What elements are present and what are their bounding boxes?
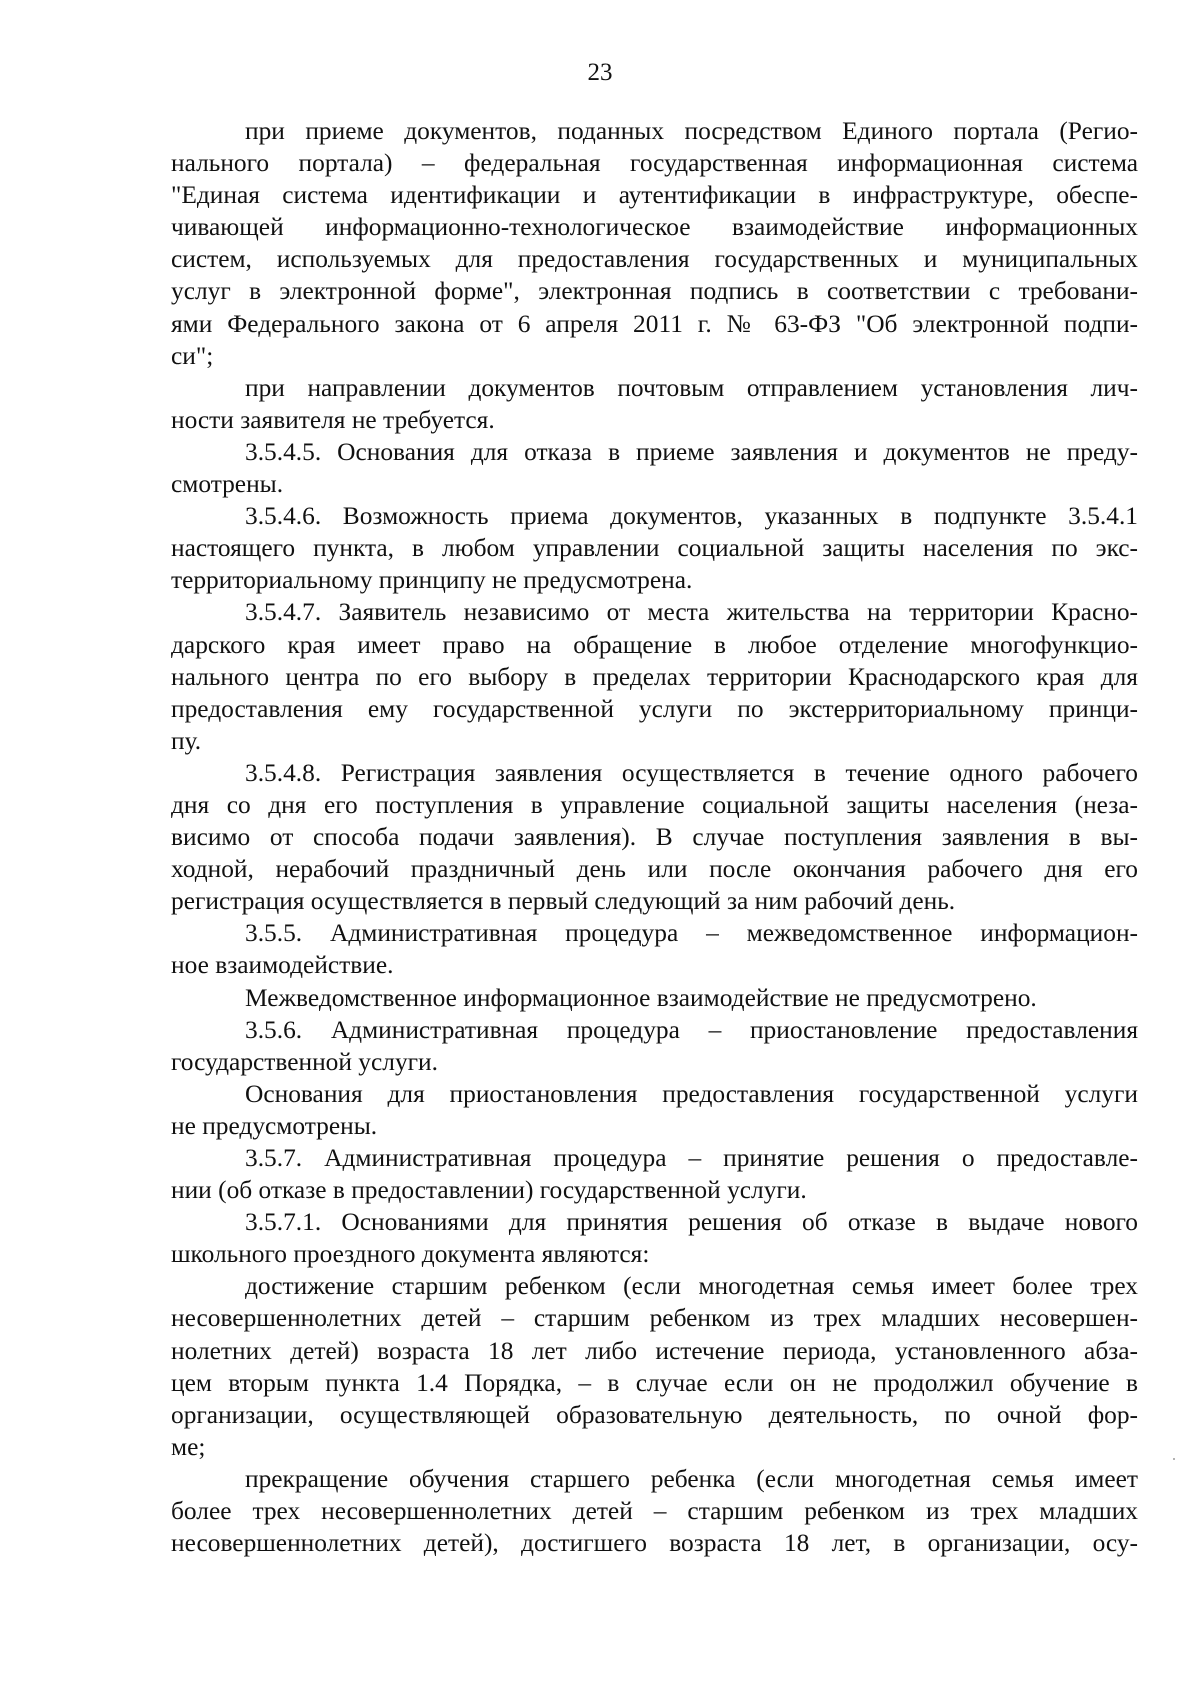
document-paragraph [171,372,1138,436]
text-line: 3.5.6. Административная процедура – приостановление предоставления [245,1015,1138,1044]
text-line: не предусмотрены. [171,1111,378,1140]
text-line: нии (об отказе в предоставлении) государственной услуги. [171,1176,807,1205]
text-line: "Единая система идентификации и аутентификации в инфраструктуре, обеспе- [171,181,1138,210]
text-line: 3.5.4.5. Основания для отказа в приеме заявления и документов не преду- [245,437,1138,466]
text-line: организации, осуществляющей образовательную деятельность, по очной фор- [171,1400,1138,1429]
text-line: дарского края имеет право на обращение в любое отделение многофункцио- [171,630,1138,659]
text-line: дня со дня его поступления в управление социальной защиты населения (неза- [171,790,1138,819]
text-line: 3.5.4.7. Заявитель независимо от места жительства на территории Красно- [245,598,1138,627]
text-line: чивающей информационно-технологическое взаимодействие информационных [171,213,1138,242]
text-line: нального портала) – федеральная государственная информационная система [171,149,1138,178]
text-line: висимо от способа подачи заявления). В случае поступления заявления в вы- [171,823,1138,852]
text-line: 3.5.4.8. Регистрация заявления осуществляется в течение одного рабочего [245,758,1138,787]
text-line: цем вторым пункта 1.4 Порядка, – в случае если он не продолжил обучение в [171,1368,1138,1397]
text-line: 3.5.7. Административная процедура – принятие решения о предоставле- [245,1144,1138,1172]
text-line: несовершеннолетних детей), достигшего возраста 18 лет, в организации, осу- [171,1529,1138,1558]
document-paragraph [171,917,1138,981]
text-line: 3.5.7.1. Основаниями для принятия решения об отказе в выдаче нового [245,1208,1138,1237]
text-line: смотрены. [171,470,284,499]
document-paragraph [171,1142,1138,1206]
page-number: 23 [587,59,613,86]
text-line: территориальному принципу не предусмотрена. [171,566,693,595]
document-paragraph [171,1206,1138,1270]
text-line: настоящего пункта, в любом управлении социальной защиты населения по экс- [171,534,1138,563]
text-line: более трех несовершеннолетних детей – старшим ребенком из трех младших [171,1497,1138,1526]
document-paragraph [171,115,1138,372]
document-paragraph [171,436,1138,500]
text-line: нолетних детей) возраста 18 лет либо истечение периода, установленного абза- [171,1336,1138,1365]
text-line: государственной услуги. [171,1047,438,1076]
text-line: 3.5.4.6. Возможность приема документов, указанных в подпункте 3.5.4.1 [245,502,1138,531]
text-line: нального центра по его выбору в пределах территории Краснодарского края для [171,662,1138,691]
text-line: ями Федерального закона от 6 апреля 2011 г. № 63-ФЗ "Об электронной подпи- [171,309,1138,338]
text-line: ходной, нерабочий праздничный день или после окончания рабочего дня его [171,855,1138,884]
scan-speck [1173,1458,1175,1460]
document-paragraph [171,500,1138,596]
document-paragraph [171,982,1138,1014]
text-line: ности заявителя не требуется. [171,405,495,434]
text-line: услуг в электронной форме", электронная подпись в соответствии с требовани- [171,277,1138,306]
text-line: систем, используемых для предоставления государственных и муниципальных [171,245,1138,274]
text-line: предоставления ему государственной услуги по экстерриториальному принци- [171,694,1138,723]
text-line: ме; [171,1432,206,1461]
text-line: школьного проездного документа являются: [171,1240,650,1269]
document-body [171,115,1138,1559]
text-line: при приеме документов, поданных посредством Единого портала (Регио- [245,117,1138,145]
document-paragraph [171,596,1138,756]
text-line: при направлении документов почтовым отправлением установления лич- [245,373,1138,402]
document-paragraph [171,1078,1138,1142]
text-line: пу. [171,726,202,755]
text-line: Межведомственное информационное взаимодействие не предусмотрено. [245,983,1037,1012]
text-line: прекращение обучения старшего ребенка (если многодетная семья имеет [245,1464,1138,1493]
document-paragraph [171,1014,1138,1078]
text-line: 3.5.5. Административная процедура – межведомственное информацион- [245,919,1138,948]
text-line: Основания для приостановления предоставления государственной услуги [245,1079,1138,1108]
document-paragraph [171,757,1138,917]
document-paragraph [171,1463,1138,1559]
document-paragraph [171,1270,1138,1463]
text-line: ное взаимодействие. [171,951,394,980]
text-line: несовершеннолетних детей – старшим ребенком из трех младших несовершен- [171,1304,1138,1333]
text-line: регистрация осуществляется в первый следующий за ним рабочий день. [171,887,956,916]
text-line: си"; [171,341,214,370]
text-line: достижение старшим ребенком (если многодетная семья имеет более трех [245,1272,1138,1301]
